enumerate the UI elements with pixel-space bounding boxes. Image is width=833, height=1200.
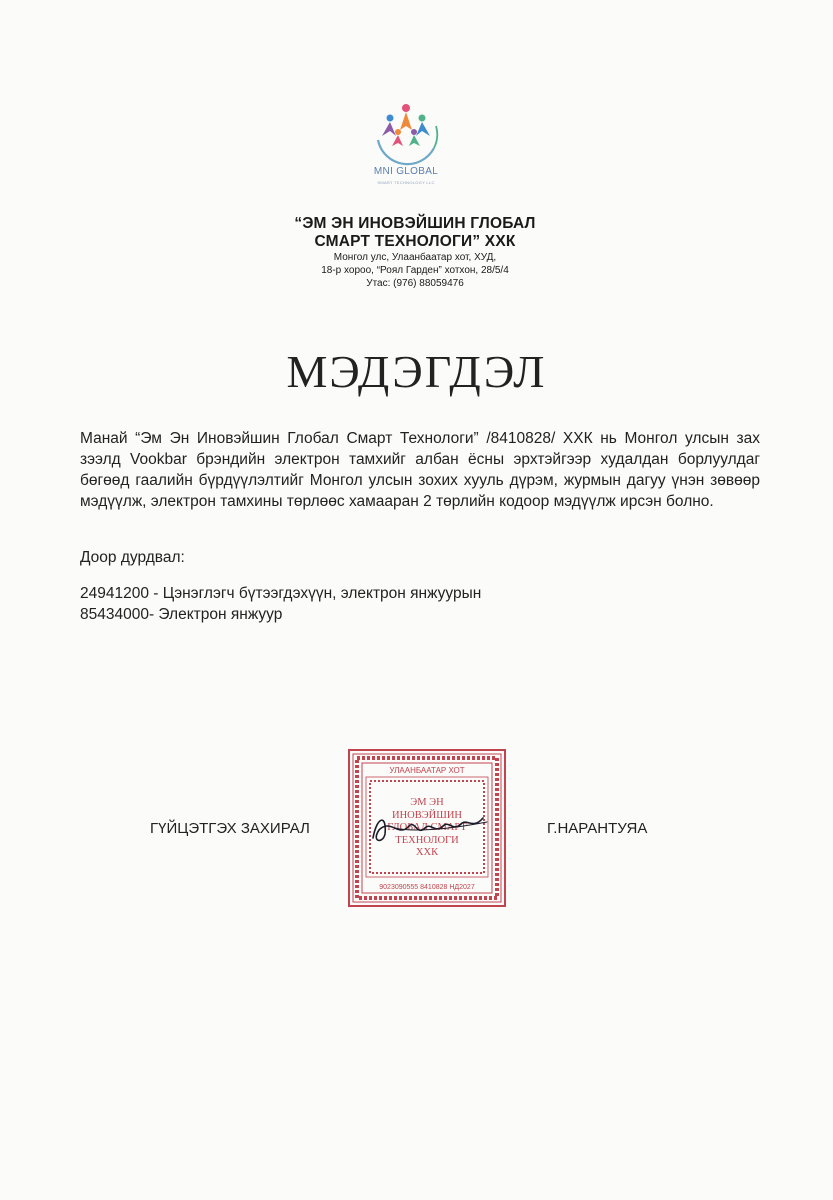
address-line2: 18-р хороо, “Роял Гарден” хотхон, 28/5/4 xyxy=(321,265,509,276)
handwritten-signature-icon xyxy=(365,808,495,848)
stamp-line: ИНОВЭЙШИН xyxy=(391,809,463,821)
list-intro: Доор дурдвал: xyxy=(80,549,185,566)
signer-name: Г.НАРАНТУЯА xyxy=(547,820,648,837)
stamp-line: ЭМ ЭН xyxy=(410,797,444,808)
stamp-line: ТЕХНОЛОГИ xyxy=(395,834,459,846)
stamp-line: ХХК xyxy=(415,847,439,858)
logo-emblem-icon xyxy=(364,96,448,176)
company-header xyxy=(240,215,590,290)
signer-role: ГҮЙЦЭТГЭХ ЗАХИРАЛ xyxy=(150,820,310,837)
code-item: 24941200 - Цэнэглэгч бүтээгдэхүүн, электрон янжуурын xyxy=(80,585,482,602)
code-item: 85434000- Электрон янжуур xyxy=(80,606,283,623)
stamp-city: УЛААНБААТАР ХОТ xyxy=(389,766,465,775)
address-line1: Монгол улс, Улаанбаатар хот, ХУД, xyxy=(333,252,497,263)
company-logo xyxy=(364,96,448,192)
logo-subtitle: SMART TECHNOLOGY LLC xyxy=(377,180,435,185)
code-list xyxy=(80,583,481,625)
company-name-line1: “ЭМ ЭН ИНОВЭЙШИН ГЛОБАЛ xyxy=(294,215,536,232)
logo-name: MNI GLOBAL xyxy=(373,166,439,177)
stamp-line: ГЛОБАЛ СМАРТ xyxy=(387,822,467,833)
company-name-line2: СМАРТ ТЕХНОЛОГИ” ХХК xyxy=(314,233,516,250)
phone-line: Утас: (976) 88059476 xyxy=(366,278,464,289)
document-title: МЭДЭГДЭЛ xyxy=(286,346,547,397)
stamp-registration: 9023090555 8410828 НД2027 xyxy=(379,884,475,891)
notice-body: Манай “Эм Эн Иновэйшин Глобал Смарт Технологи” /8410828/ ХХК нь Монгол улсын зах зээлд Vookbar брэндийн электрон тамхийг албан ёсны эрхтэйгээр худалдан борлуулдаг бөгөөд гаалийн бүрдүүлэлтийг Монгол улсын зохих хууль дүрэм, журмын дагуу үнэн зөвөөр мэдүүлж, электрон тамхины төрлөөс хамааран 2 төрлийн кодоор мэдүүлж ирсэн болно. xyxy=(80,430,760,510)
